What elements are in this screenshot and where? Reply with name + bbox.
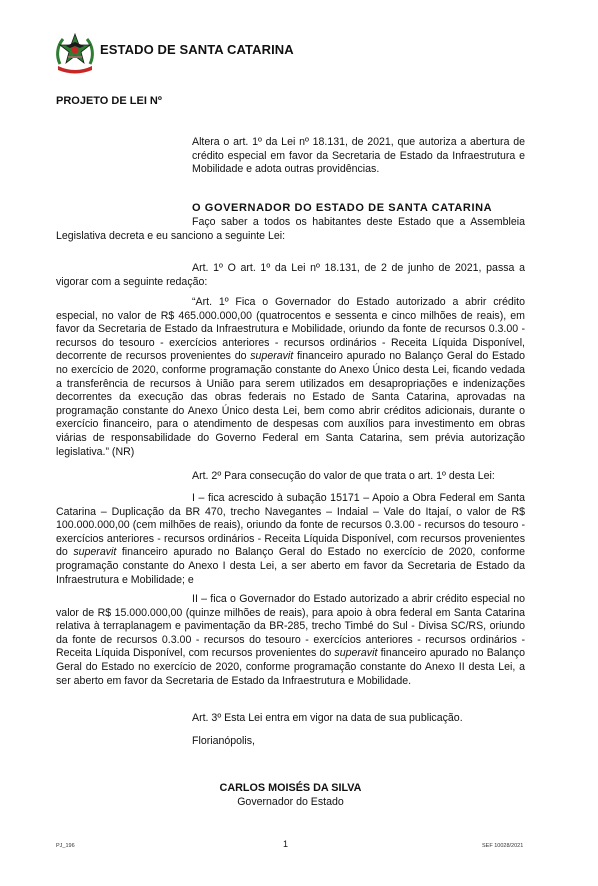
article-2: Art. 2º Para consecução do valor de que trata o art. 1º desta Lei:: [192, 470, 495, 482]
document-title: PROJETO DE LEI Nº: [56, 95, 162, 107]
article-3: Art. 3º Esta Lei entra em vigor na data de sua publicação.: [192, 712, 463, 724]
article-2-item-ii: [56, 593, 525, 688]
item-ii-text-a: II – fica o Governador do Estado autorizado a abrir crédito especial no valor de R$ 15.000.000,00 (quinze milhões de reais), para apoio à obra federal em Santa Catarina relativa à terraplanagem e pavimentação da BR-285, trecho Timbé do Sul - Divisa SC/RS, oriundo da fonte de recursos 0.3.00 - recursos do tesouro - exercícios anteriores - recursos ordinários - Receita Líquida Disponível, com recursos provenientes do: [56, 593, 525, 660]
article-1-new-wording: [56, 296, 525, 459]
quote-italic-term: superavit: [250, 350, 294, 363]
letterhead: [54, 30, 554, 74]
quote-text-b: financeiro apurado no Balanço Geral do Estado no exercício de 2020, conforme programação constante do Anexo Único desta Lei, ficando vedada a transferência de recursos à União para serem utilizados em desapropriações e indenizações decorrentes da execução das obras federais no Estado de Santa Catarina, aprovadas na programação constante do Anexo Único desta Lei, bem como abrir créditos adicionais, durante o exercício financeiro, para o atendimento de despesas com auxílios para investimento em obras viárias de responsabilidade do Governo Federal em Santa Catarina, sem prévia autorização legislativa.” (NR): [56, 350, 526, 458]
governor-heading: O GOVERNADOR DO ESTADO DE SANTA CATARINA: [192, 202, 493, 214]
place-line: Florianópolis,: [192, 735, 256, 747]
item-ii-italic-term: superavit: [334, 647, 378, 660]
footer-reference: SEF 10028/2021: [482, 843, 524, 849]
state-name: ESTADO DE SANTA CATARINA: [100, 42, 294, 57]
item-i-italic-term: superavit: [73, 546, 117, 559]
enacting-clause: Faço saber a todos os habitantes deste Estado que a Assembleia Legislativa decreta e eu sanciono a seguinte Lei:: [56, 216, 525, 242]
quote-text-a: “Art. 1º Fica o Governador do Estado autorizado a abrir crédito especial, no valor de R$ 465.000.000,00 (quatrocentos e sessenta e cinco milhões de reais), em favor da Secretaria de Estado da Infraestrutura e Mobilidade, oriundo da fonte de recursos 0.3.00 - recursos do tesouro - exercícios anteriores - recursos ordinários - Receita Líquida Disponível, decorrente de recursos provenientes do: [56, 296, 525, 363]
item-i-text-b: financeiro apurado no Balanço Geral do Estado no exercício de 2020, conforme programação constante do Anexo I desta Lei, a ser aberto em favor da Secretaria de Estado da Infraestrutura e Mobilidade; e: [56, 546, 525, 586]
item-ii-text-b: financeiro apurado no Balanço Geral do Estado no exercício de 2020, conforme programação constante do Anexo II desta Lei, a ser aberto em favor da Secretaria de Estado da Infraestrutura e Mobilidade.: [56, 647, 525, 687]
state-coat-of-arms-icon: [54, 30, 96, 74]
article-1: Art. 1º O art. 1º da Lei nº 18.131, de 2 de junho de 2021, passa a vigorar com a seguinte redação:: [56, 262, 525, 288]
item-i-text-a: I – fica acrescido à subação 15171 – Apoio a Obra Federal em Santa Catarina – Duplicação da BR 470, trecho Navegantes – Indaial – Vale do Itajaí, o valor de R$ 100.000.000,00 (cem milhões de reais), oriundo da fonte de recursos 0.3.00 - recursos do tesouro - exercícios anteriores - recursos ordinários - Receita Líquida Disponível, com recursos provenientes do: [56, 492, 525, 559]
page-number: 1: [283, 839, 289, 849]
article-2-item-i: [56, 492, 525, 587]
ementa: Altera o art. 1º da Lei nº 18.131, de 2021, que autoriza a abertura de crédito especial em favor da Secretaria de Estado da Infraestrutura e Mobilidade e adota outras providências.: [192, 136, 525, 176]
footer-code: PJ_196: [56, 843, 75, 849]
signatory-role: Governador do Estado: [237, 796, 344, 808]
signatory-name: CARLOS MOISÉS DA SILVA: [219, 782, 362, 794]
